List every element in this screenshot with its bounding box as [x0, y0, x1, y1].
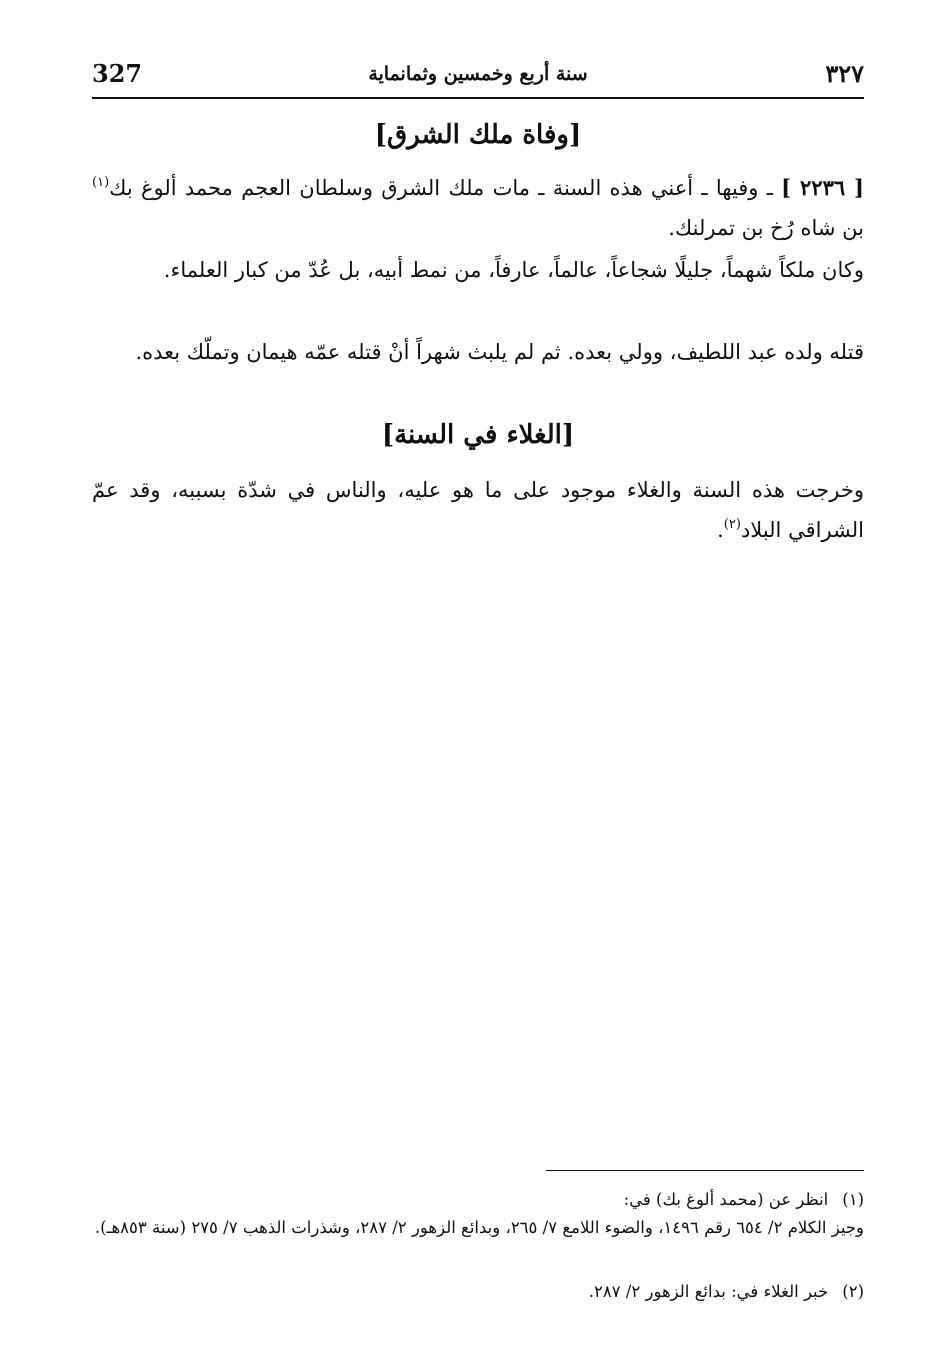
- footnote-1: [92, 1186, 864, 1242]
- section-heading-death-of-king: [وفاة ملك الشرق]: [374, 120, 582, 150]
- page-number-arabic: ٣٢٧: [825, 59, 864, 88]
- paragraph-description: وكان ملكاً شهماً، جليلًا شجاعاً، عالماً، عارفاً، من نمط أبيه، بل عُدّ من كبار العلماء.: [163, 258, 864, 282]
- page-number-latin: 327: [92, 59, 143, 88]
- footnote-text: انظر عن (محمد ألوغ بك) في:: [623, 1190, 829, 1209]
- footnote-ref: (٢): [723, 517, 741, 532]
- footnote-sources: وجيز الكلام ٢/ ٦٥٤ رقم ١٤٩٦، والضوء اللامع ٧/ ٢٦٥، وبدائع الزهور ٢/ ٢٨٧، وشذرات الذهب ٧/ ٢٧٥ (سنة ٨٥٣هـ).: [94, 1218, 864, 1237]
- entry-number: [ ٢٢٣٦ ]: [781, 175, 864, 200]
- paragraph-succession: قتله ولده عبد اللطيف، وولي بعده. ثم لم يلبث شهراً أنْ قتله عمّه هيمان وتملّك بعده.: [135, 340, 864, 364]
- footnote-line: [92, 1186, 864, 1214]
- paragraph-text-tail: بن شاه رُخ بن تمرلنك.: [668, 216, 864, 240]
- running-title: سنة أربع وخمسين وثمانماية: [368, 63, 588, 85]
- paragraph-text-tail: .: [717, 518, 724, 542]
- footnote-mark: (١): [842, 1190, 864, 1209]
- running-header: [92, 55, 864, 99]
- paragraph-text: ـ وفيها ـ أعني هذه السنة ـ مات ملك الشرق وسلطان العجم محمد ألوغ بك: [109, 176, 773, 200]
- footnote-ref: (١): [92, 175, 110, 190]
- entry-paragraph: [92, 168, 864, 248]
- footnote-separator: [546, 1170, 864, 1171]
- section-heading-high-prices: [الغلاء في السنة]: [381, 420, 575, 450]
- paragraph-high-prices: [92, 470, 864, 550]
- footnote-mark: (٢): [842, 1282, 864, 1301]
- paragraph-text: وخرجت هذه السنة والغلاء موجود على ما هو عليه، والناس في شدّة بسببه، وقد عمّ الشراقي البلاد: [92, 478, 864, 542]
- footnote-2: [92, 1278, 864, 1306]
- footnote-text: خبر الغلاء في: بدائع الزهور ٢/ ٢٨٧.: [588, 1282, 829, 1301]
